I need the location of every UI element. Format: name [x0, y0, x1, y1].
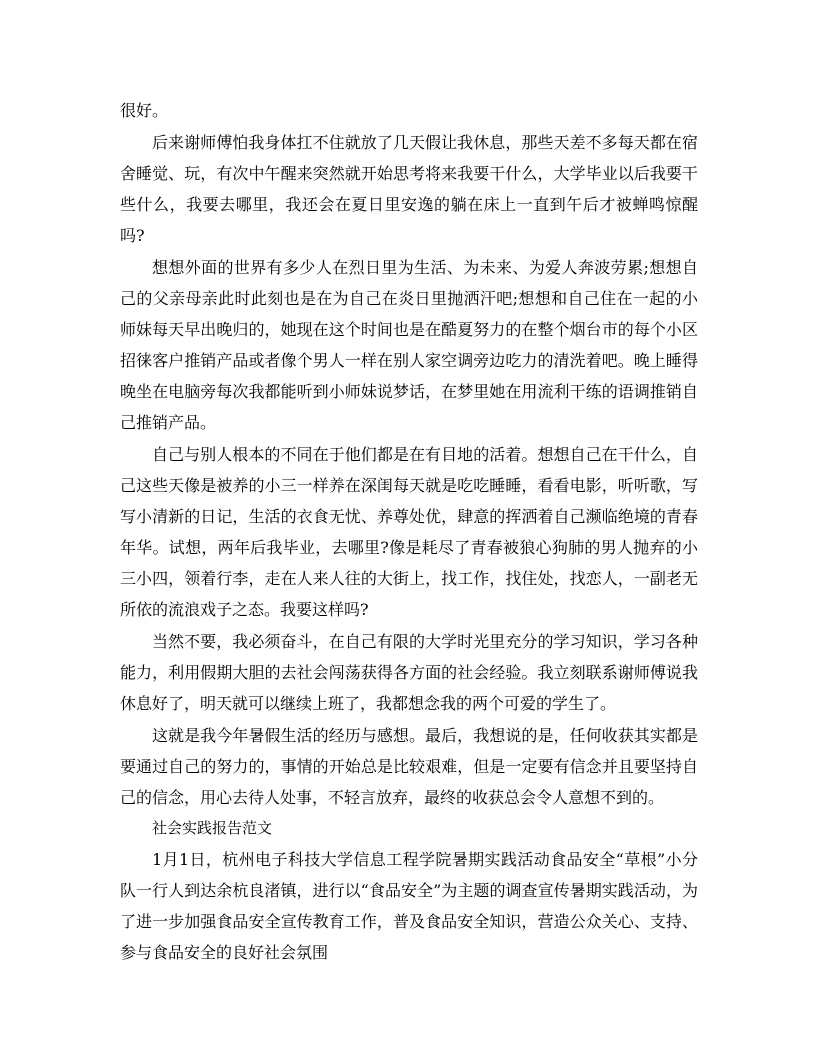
paragraph-report-intro: 1月1日，杭州电子科技大学信息工程学院暑期实践活动食品安全“草根”小分队一行人到达余杭良渚镇，进行以“食品安全”为主题的调查宣传暑期实践活动，为了进一步加强食品安全宣传教育工作，普及食品安全知识，营造公众关心、支持、参与食品安全的良好社会氛围	[120, 850, 698, 962]
document-page	[120, 95, 698, 968]
paragraph-conclusion: 这就是我今年暑假生活的经历与感想。最后，我想说的是，任何收获其实都是要通过自己的努力的，事情的开始总是比较艰难，但是一定要有信念并且要坚持自己的信念，用心去待人处事，不轻言放弃，最终的收获总会令人意想不到的。	[120, 726, 698, 807]
section-heading: 社会实践报告范文	[152, 819, 273, 837]
paragraph-rest-thinking: 后来谢师傅怕我身体扛不住就放了几天假让我休息，那些天差不多每天都在宿舍睡觉、玩，有次中午醒来突然就开始思考将来我要干什么，大学毕业以后我要干些什么，我要去哪里，我还会在夏日里安逸的躺在床上一直到午后才被蝉鸣惊醒吗?	[120, 133, 698, 245]
paragraph-difference: 自己与别人根本的不同在于他们都是在有目地的活着。想想自己在干什么，自己这些天像是被养的小三一样养在深闺每天就是吃吃睡睡，看看电影，听听歌，写写小清新的日记，生活的衣食无忧、养尊处优，肆意的挥洒着自己濒临绝境的青春年华。试想，两年后我毕业，去哪里?像是耗尽了青春被狼心狗肺的男人抛弃的小三小四，领着行李，走在人来人往的大街上，找工作，找住处，找恋人，一副老无所依的流浪戏子之态。我要这样吗?	[120, 445, 698, 619]
paragraph-continuation: 很好。	[120, 101, 169, 120]
paragraph-resolve: 当然不要，我必须奋斗，在自己有限的大学时光里充分的学习知识，学习各种能力，利用假期大胆的去社会闯荡获得各方面的社会经验。我立刻联系谢师傅说我休息好了，明天就可以继续上班了，我都想念我的两个可爱的学生了。	[120, 632, 698, 713]
paragraph-outside-world: 想想外面的世界有多少人在烈日里为生活、为未来、为爱人奔波劳累;想想自己的父亲母亲此时此刻也是在为自己在炎日里抛洒汗吧;想想和自己住在一起的小师妹每天早出晚归的，她现在这个时间也是在酷夏努力的在整个烟台市的每个小区招徕客户推销产品或者像个男人一样在别人家空调旁边吃力的清洗着吧。晚上睡得晚坐在电脑旁每次我都能听到小师妹说梦话，在梦里她在用流利干练的语调推销自己推销产品。	[120, 258, 698, 432]
